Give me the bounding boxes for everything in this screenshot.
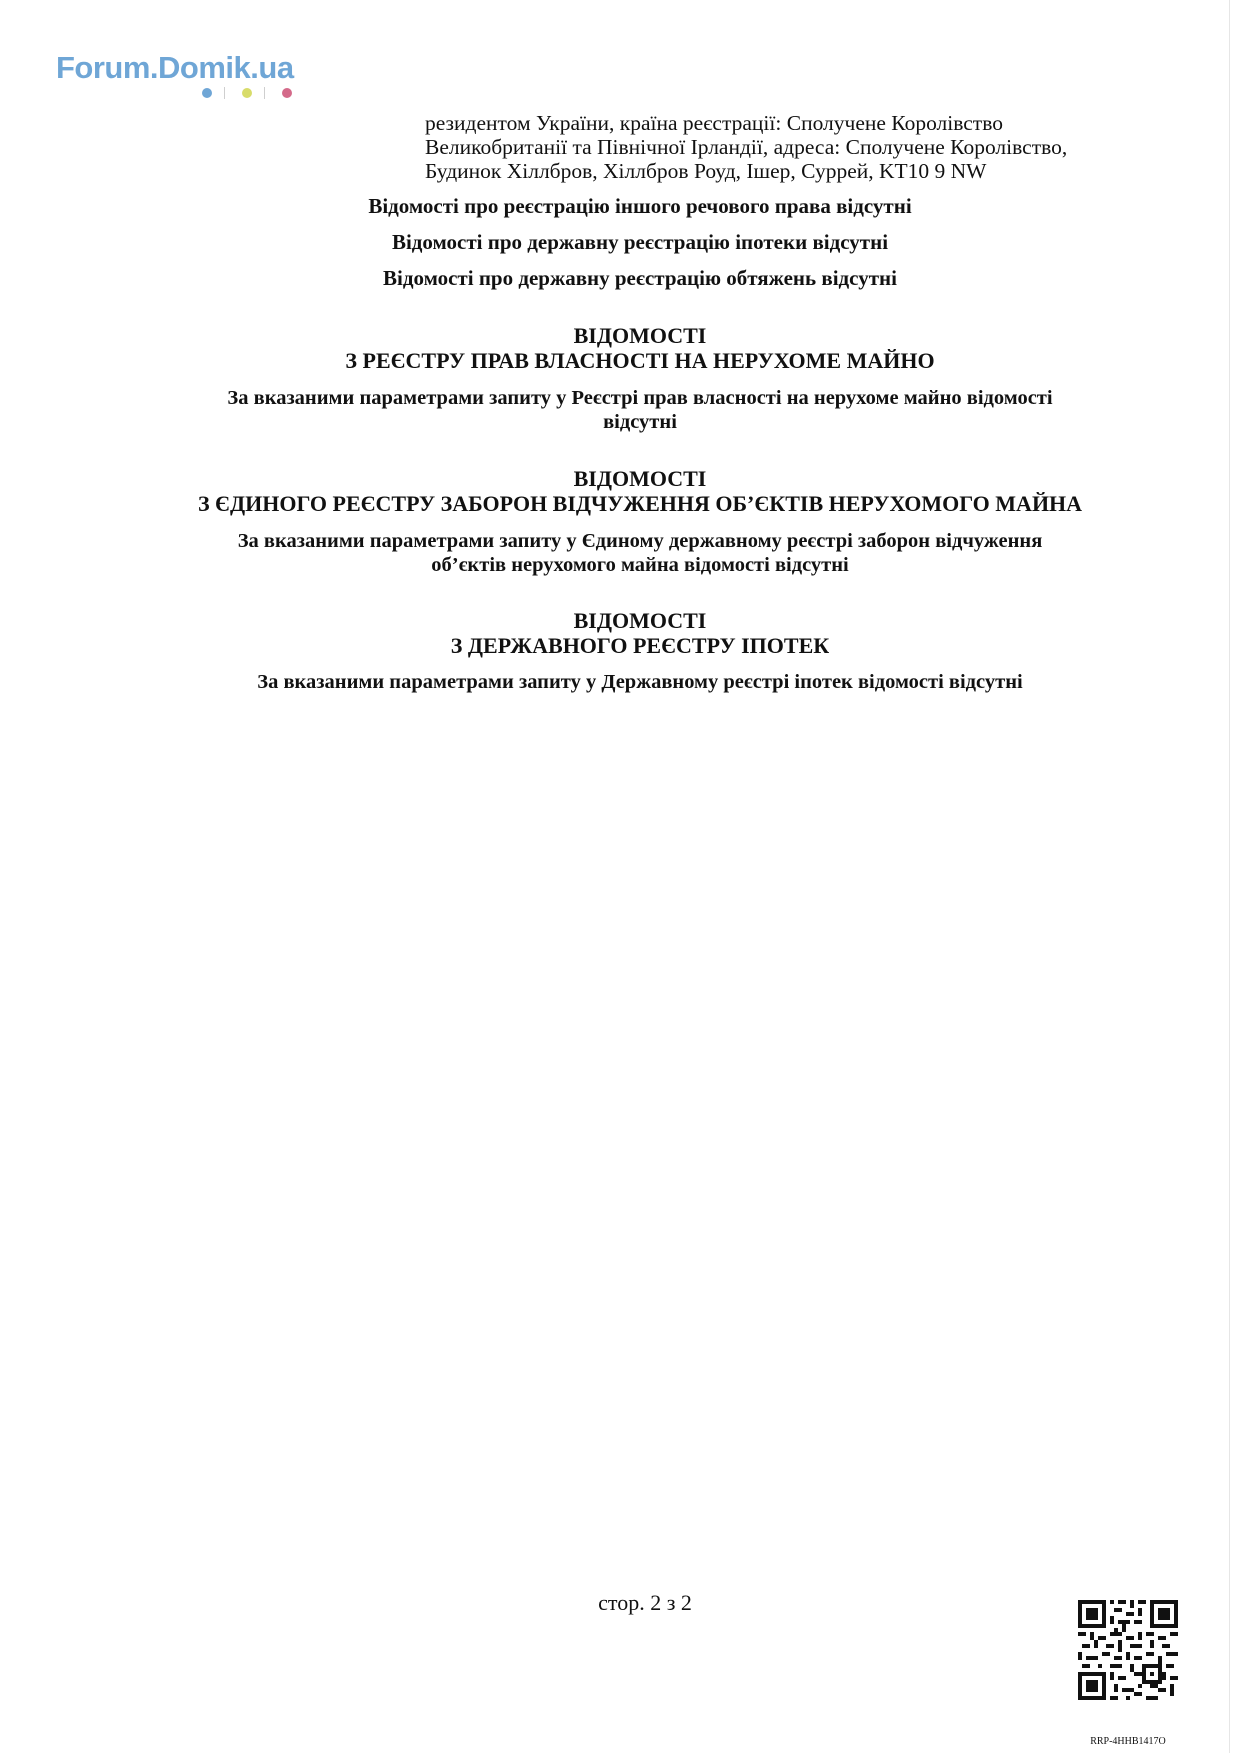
watermark-dot-yellow bbox=[242, 88, 252, 98]
watermark-dot-pink bbox=[282, 88, 292, 98]
absent-other-property-right: Відомості про реєстрацію іншого речового права відсутні bbox=[368, 194, 912, 218]
section-title: ВІДОМОСТІ bbox=[573, 608, 707, 633]
section-body-line: об’єктів нерухомого майна відомості відсутні bbox=[431, 554, 849, 576]
section-body-line: За вказаними параметрами запиту у Державному реєстрі іпотек відомості відсутні bbox=[257, 671, 1023, 693]
address-line: резидентом України, країна реєстрації: Сполучене Королівство bbox=[425, 111, 1003, 135]
absent-mortgage-registration: Відомості про державну реєстрацію іпотеки відсутні bbox=[391, 230, 889, 254]
watermark-separator bbox=[224, 87, 225, 99]
absent-encumbrance-registration: Відомості про державну реєстрацію обтяжень відсутні bbox=[383, 266, 897, 290]
owner-address-block bbox=[425, 111, 1067, 183]
watermark-separator bbox=[264, 87, 265, 99]
section-body-line: За вказаними параметрами запиту у Реєстрі прав власності на нерухоме майно відомості bbox=[227, 387, 1053, 409]
section-title: ВІДОМОСТІ bbox=[573, 466, 707, 491]
watermark-logo bbox=[56, 50, 336, 100]
qr-code-label: RRP-4HHB1417O bbox=[1090, 1736, 1166, 1747]
section-subtitle: З РЕЄСТРУ ПРАВ ВЛАСНОСТІ НА НЕРУХОМЕ МАЙНО bbox=[345, 348, 935, 373]
watermark-dot-blue bbox=[202, 88, 212, 98]
section-body-line: За вказаними параметрами запиту у Єдиному державному реєстрі заборон відчуження bbox=[237, 530, 1043, 552]
section-body-line: відсутні bbox=[603, 411, 677, 433]
page-number: стор. 2 з 2 bbox=[598, 1590, 692, 1615]
watermark-dots bbox=[144, 87, 304, 99]
address-line: Будинок Хіллбров, Хіллбров Роуд, Ішер, Суррей, KT10 9 NW bbox=[425, 159, 987, 183]
address-line: Великобританії та Північної Ірландії, адреса: Сполучене Королівство, bbox=[425, 135, 1068, 159]
page-edge bbox=[1229, 0, 1230, 1753]
section-subtitle: З ДЕРЖАВНОГО РЕЄСТРУ ІПОТЕК bbox=[450, 633, 830, 658]
section-subtitle: З ЄДИНОГО РЕЄСТРУ ЗАБОРОН ВІДЧУЖЕННЯ ОБ’ЄКТІВ НЕРУХОМОГО МАЙНА bbox=[197, 491, 1083, 516]
section-title: ВІДОМОСТІ bbox=[573, 323, 707, 348]
watermark-text: Forum.Domik.ua bbox=[56, 50, 294, 85]
qr-code-icon bbox=[1078, 1600, 1178, 1700]
